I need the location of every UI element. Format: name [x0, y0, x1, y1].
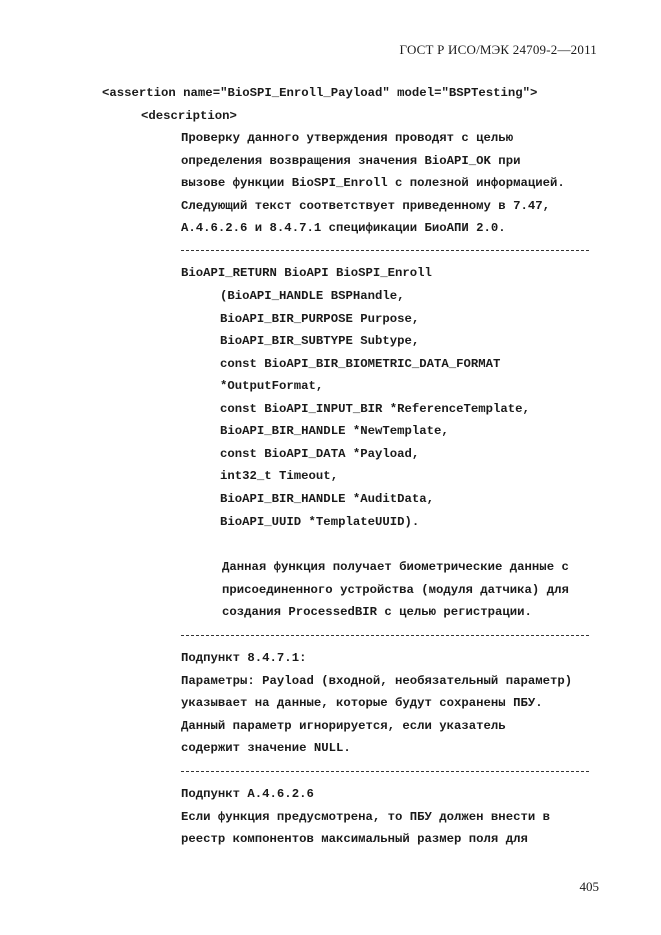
function-parameter: BioAPI_BIR_SUBTYPE Subtype,	[220, 334, 420, 348]
description-open-tag: <description>	[141, 109, 237, 123]
description-line: вызове функции BioSPI_Enroll с полезной информацией.	[181, 176, 565, 190]
function-parameter: BioAPI_BIR_PURPOSE Purpose,	[220, 312, 420, 326]
function-description: присоединенного устройства (модуля датчика) для	[222, 583, 569, 597]
function-parameter: BioAPI_BIR_HANDLE *NewTemplate,	[220, 424, 449, 438]
function-parameter: BioAPI_UUID *TemplateUUID).	[220, 515, 420, 529]
description-line: определения возвращения значения BioAPI_OK при	[181, 154, 521, 168]
function-description: создания ProcessedBIR с целью регистрации.	[222, 605, 532, 619]
function-parameter: int32_t Timeout,	[220, 469, 339, 483]
description-line: Проверку данного утверждения проводят с целью	[181, 131, 514, 145]
subclause-text: Если функция предусмотрена, то ПБУ должен внести в	[181, 810, 550, 824]
subclause-text: содержит значение NULL.	[181, 741, 351, 755]
function-signature: BioAPI_RETURN BioAPI BioSPI_Enroll	[181, 266, 432, 280]
subclause-heading: Подпункт 8.4.7.1:	[181, 651, 307, 665]
dashed-separator	[181, 635, 589, 636]
function-parameter: const BioAPI_DATA *Payload,	[220, 447, 420, 461]
function-parameter: *OutputFormat,	[220, 379, 324, 393]
description-line: Следующий текст соответствует приведенному в 7.47,	[181, 199, 550, 213]
function-parameter: BioAPI_BIR_HANDLE *AuditData,	[220, 492, 435, 506]
function-parameter: const BioAPI_BIR_BIOMETRIC_DATA_FORMAT	[220, 357, 501, 371]
description-line: А.4.6.2.6 и 8.4.7.1 спецификации БиоАПИ 2.0.	[181, 221, 506, 235]
subclause-text: указывает на данные, которые будут сохранены ПБУ.	[181, 696, 543, 710]
dashed-separator	[181, 250, 589, 251]
page-number: 405	[579, 879, 599, 894]
dashed-separator	[181, 771, 589, 772]
assertion-open-tag: <assertion name="BioSPI_Enroll_Payload" model="BSPTesting">	[102, 86, 538, 100]
standard-header: ГОСТ Р ИСО/МЭК 24709-2—2011	[399, 42, 597, 57]
subclause-text: Параметры: Payload (входной, необязательный параметр)	[181, 674, 573, 688]
subclause-text: Данный параметр игнорируется, если указатель	[181, 719, 506, 733]
subclause-text: реестр компонентов максимальный размер поля для	[181, 832, 528, 846]
function-description: Данная функция получает биометрические данные с	[222, 560, 569, 574]
subclause-heading: Подпункт А.4.6.2.6	[181, 787, 314, 801]
function-parameter: (BioAPI_HANDLE BSPHandle,	[220, 289, 405, 303]
function-parameter: const BioAPI_INPUT_BIR *ReferenceTemplate,	[220, 402, 530, 416]
